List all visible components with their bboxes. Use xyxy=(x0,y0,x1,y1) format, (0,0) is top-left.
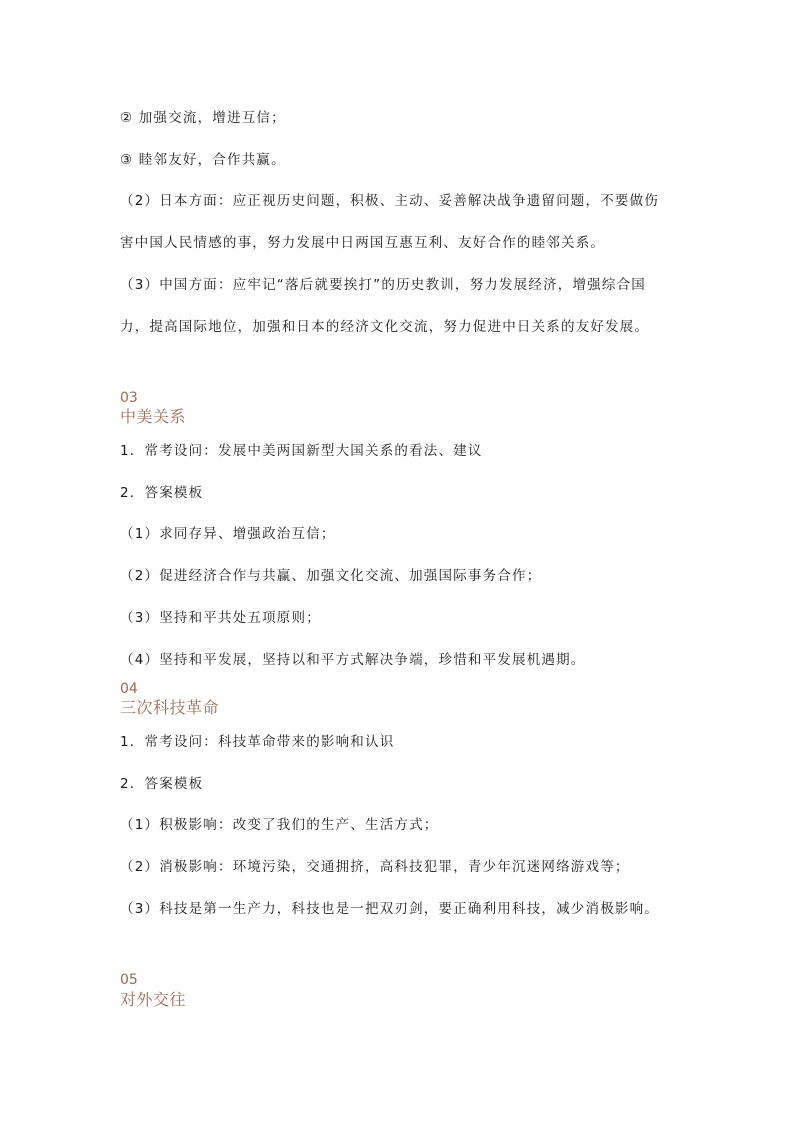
section-3-line-4: （2）促进经济合作与共赢、加强文化交流、加强国际事务合作； xyxy=(120,568,542,584)
intro-line-4: 害中国人民情感的事，努力发展中日两国互惠互利、友好合作的睦邻关系。 xyxy=(120,235,606,251)
section-4-line-5: （3）科技是第一生产力，科技也是一把双刃剑，要正确利用科技，减少消极影响。 xyxy=(120,901,659,917)
section-3-title: 中美关系 xyxy=(120,407,187,426)
intro-line-3: （2）日本方面：应正视历史问题，积极、主动、妥善解决战争遗留问题，不要做伤 xyxy=(120,193,659,209)
section-4-number: 04 xyxy=(120,681,138,697)
section-4-line-2: 2．答案模板 xyxy=(120,776,204,792)
intro-line-2: ③ 睦邻友好，合作共赢。 xyxy=(120,152,286,168)
section-4-line-3: （1）积极影响：改变了我们的生产、生活方式； xyxy=(120,817,439,833)
intro-line-1: ② 加强交流，增进互信； xyxy=(120,110,286,126)
section-3-number: 03 xyxy=(120,390,138,406)
section-4-line-4: （2）消极影响：环境污染，交通拥挤，高科技犯罪，青少年沉迷网络游戏等； xyxy=(120,859,630,875)
intro-line-6: 力，提高国际地位，加强和日本的经济文化交流，努力促进中日关系的友好发展。 xyxy=(120,319,650,335)
section-4-title: 三次科技革命 xyxy=(120,698,220,717)
intro-line-5: （3）中国方面：应牢记“落后就要挨打”的历史教训，努力发展经济，增强综合国 xyxy=(120,277,646,293)
section-3-line-5: （3）坚持和平共处五项原则； xyxy=(120,610,321,626)
section-3-line-6: （4）坚持和平发展，坚持以和平方式解决争端，珍惜和平发展机遇期。 xyxy=(120,652,586,668)
section-3-line-3: （1）求同存异、增强政治互信； xyxy=(120,526,336,542)
section-4-line-1: 1．常考设问：科技革命带来的影响和认识 xyxy=(120,734,395,750)
section-5-title: 对外交往 xyxy=(120,990,187,1009)
section-3-line-2: 2．答案模板 xyxy=(120,485,204,501)
section-5-number: 05 xyxy=(120,972,138,988)
section-3-line-1: 1．常考设问：发展中美两国新型大国关系的看法、建议 xyxy=(120,443,483,459)
